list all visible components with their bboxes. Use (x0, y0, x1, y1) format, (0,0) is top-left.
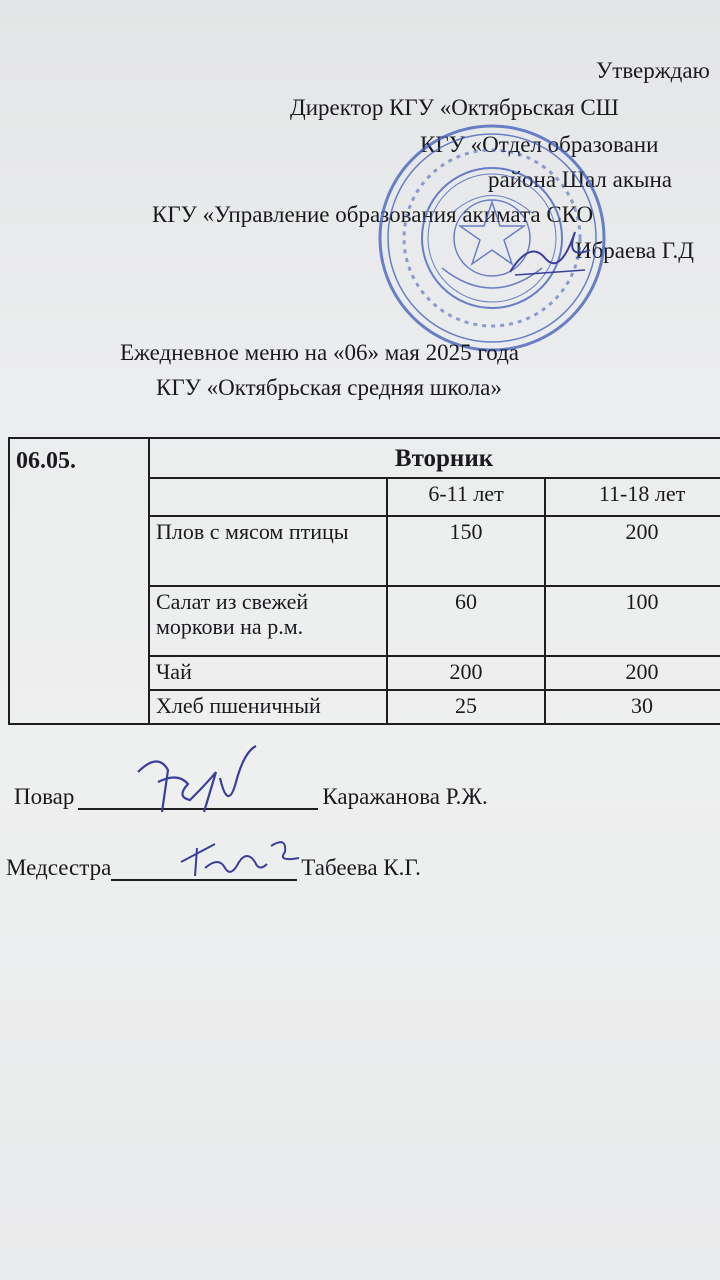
cook-signature-underline (78, 808, 318, 810)
portion-6-11: 60 (387, 586, 545, 656)
portion-11-18: 200 (545, 516, 720, 586)
approval-director: Директор КГУ «Октябрьская СШ (290, 95, 619, 120)
portion-6-11: 25 (387, 690, 545, 724)
dish-name: Хлеб пшеничный (149, 690, 387, 724)
portion-11-18: 30 (545, 690, 720, 724)
portion-11-18: 100 (545, 586, 720, 656)
age-group-header: 6-11 лет (387, 478, 545, 516)
dish-name: Чай (149, 656, 387, 690)
approval-director-name: Ибраева Г.Д (575, 238, 694, 263)
dish-name: Плов с мясом птицы (149, 516, 387, 586)
approval-title: Утверждаю (596, 58, 710, 83)
school-title: КГУ «Октябрьская средняя школа» (156, 375, 502, 400)
nurse-signature-line (6, 855, 421, 881)
portion-11-18: 200 (545, 656, 720, 690)
menu-title: Ежедневное меню на «06» мая 2025 года (120, 340, 519, 365)
nurse-label: Медсестра (6, 855, 112, 880)
approval-district: района Шал акына (488, 167, 672, 192)
portion-6-11: 200 (387, 656, 545, 690)
nurse-name: Табеева К.Г. (301, 855, 421, 880)
cook-name: Каражанова Р.Ж. (322, 784, 488, 809)
menu-date: 06.05. (9, 438, 149, 724)
dish-name: Салат из свежей моркови на р.м. (149, 586, 387, 656)
age-group-header: 11-18 лет (545, 478, 720, 516)
menu-day: Вторник (149, 438, 720, 478)
cook-label: Повар (14, 784, 75, 809)
approval-administration: КГУ «Управление образования акимата СКО (152, 202, 594, 227)
approval-department: КГУ «Отдел образовани (420, 132, 659, 157)
portion-6-11: 150 (387, 516, 545, 586)
nurse-signature-underline (111, 879, 297, 881)
cook-signature-line (14, 784, 488, 810)
header-empty-cell (149, 478, 387, 516)
menu-table (8, 437, 720, 725)
